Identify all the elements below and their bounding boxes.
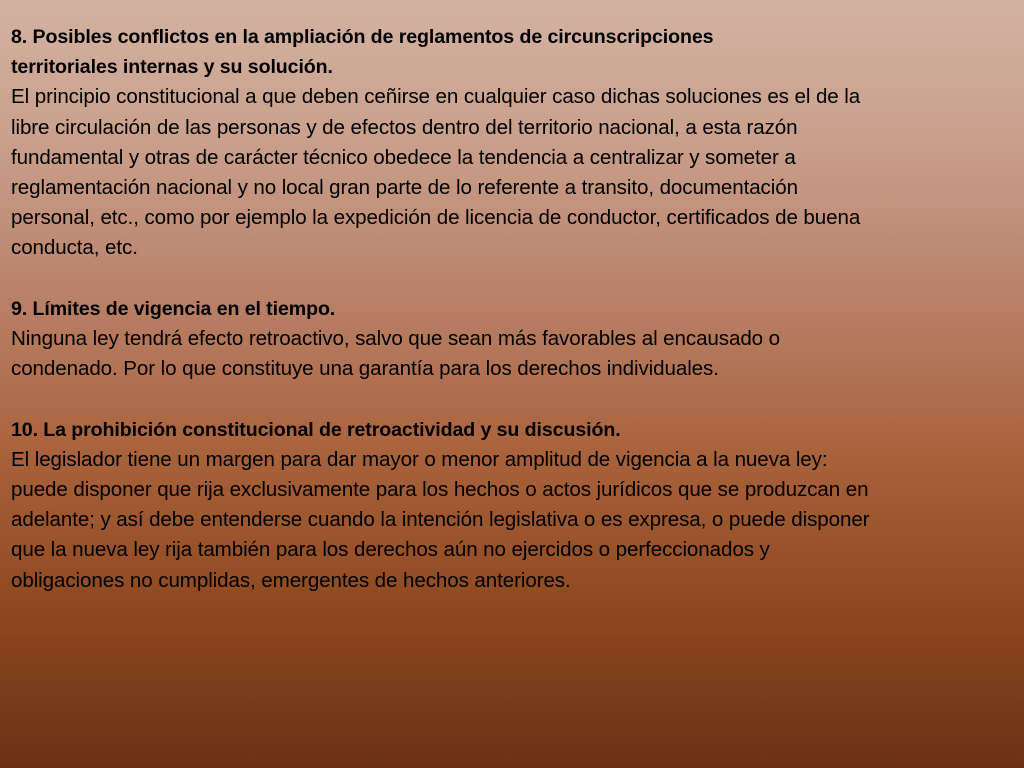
section-8-body-line-5: personal, etc., como por ejemplo la expedición de licencia de conductor, certificados de buena <box>11 206 861 230</box>
section-10-heading: 10. La prohibición constitucional de retroactividad y su discusión. <box>11 418 621 441</box>
section-10-body-line-1: El legislador tiene un margen para dar mayor o menor amplitud de vigencia a la nueva ley: <box>11 447 828 471</box>
section-10-body-line-5: obligaciones no cumplidas, emergentes de hechos anteriores. <box>11 568 571 592</box>
section-9 <box>11 294 1016 385</box>
section-8-body-line-6: conducta, etc. <box>11 236 138 260</box>
section-8-body-line-4: reglamentación nacional y no local gran parte de lo referente a transito, documentación <box>11 176 798 200</box>
paragraph-gap <box>11 384 1016 414</box>
paragraph-gap <box>11 264 1016 294</box>
section-9-heading: 9. Límites de vigencia en el tiempo. <box>11 297 336 320</box>
section-10 <box>11 415 1016 596</box>
section-8 <box>11 22 1016 264</box>
section-10-body-line-3: adelante; y así debe entenderse cuando la intención legislativa o es expresa, o puede disponer <box>11 508 870 532</box>
section-8-body-line-3: fundamental y otras de carácter técnico obedece la tendencia a centralizar y someter a <box>11 145 796 169</box>
section-10-body-line-4: que la nueva ley rija también para los derechos aún no ejercidos o perfeccionados y <box>11 538 770 562</box>
section-8-body-line-1: El principio constitucional a que deben ceñirse en cualquier caso dichas soluciones es el de la <box>11 85 861 109</box>
section-8-heading-line-2: territoriales internas y su solución. <box>11 56 333 79</box>
section-9-body-line-2: condenado. Por lo que constituye una garantía para los derechos individuales. <box>11 357 719 381</box>
section-9-body-line-1: Ninguna ley tendrá efecto retroactivo, salvo que sean más favorables al encausado o <box>11 327 781 351</box>
section-8-heading-line-1: 8. Posibles conflictos en la ampliación de reglamentos de circunscripciones <box>11 26 714 48</box>
slide-text-body <box>11 22 1016 596</box>
section-10-body-line-2: puede disponer que rija exclusivamente para los hechos o actos jurídicos que se produzcan en <box>11 478 869 502</box>
section-8-body-line-2: libre circulación de las personas y de efectos dentro del territorio nacional, a esta razón <box>11 115 798 139</box>
